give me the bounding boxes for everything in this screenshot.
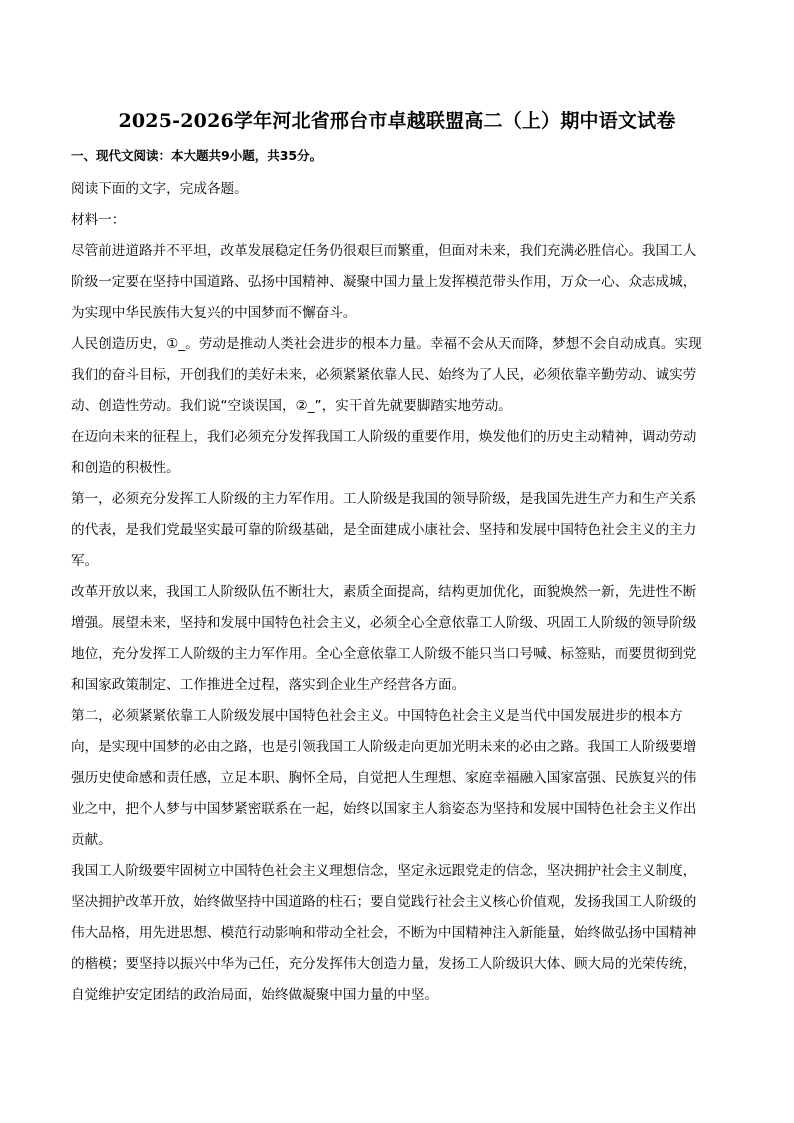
paragraph-line: 的代表，是我们党最坚实最可靠的阶级基础，是全面建成小康社会、坚持和发展中国特色社会主义的主力 [71, 522, 697, 538]
paragraph-line: 和创造的积极性。 [71, 460, 180, 476]
passage-paragraph [71, 422, 723, 484]
paragraph-line: 军。 [71, 553, 99, 569]
paragraph-line: 阶级一定要在坚持中国道路、弘扬中国精神、凝聚中国力量上发挥模范带头作用，万众一心、众志成城， [71, 274, 697, 290]
exam-title: 2025-2026学年河北省邢台市卓越联盟高二（上）期中语文试卷 [118, 110, 676, 132]
paragraph-line: 第一，必须充分发挥工人阶级的主力军作用。工人阶级是我国的领导阶级，是我国先进生产力和生产关系 [71, 491, 697, 507]
paragraph-line: 伟大品格，用先进思想、模范行动影响和带动全社会，不断为中国精神注入新能量，始终做弘扬中国精神 [71, 925, 697, 941]
paragraph-line: 尽管前进道路并不平坦，改革发展稳定任务仍很艰巨而繁重，但面对未来，我们充满必胜信心。我国工人 [71, 243, 697, 259]
paragraph-line: 地位，充分发挥工人阶级的主力军作用。全心全意依靠工人阶级不能只当口号喊、标签贴，而要贯彻到党 [71, 646, 697, 662]
passage-paragraph [71, 701, 723, 856]
section-header: 一、现代文阅读：本大题共9小题，共35分。 [71, 148, 323, 163]
reading-instruction: 阅读下面的文字，完成各题。 [71, 181, 248, 197]
passage-paragraph [71, 236, 723, 329]
paragraph-line: 为实现中华民族伟大复兴的中国梦而不懈奋斗。 [71, 305, 357, 321]
paragraph-line: 第二，必须紧紧依靠工人阶级发展中国特色社会主义。中国特色社会主义是当代中国发展进步的根本方 [71, 708, 683, 724]
paragraph-line: 自觉维护安定团结的政治局面，始终做凝聚中国力量的中坚。 [71, 987, 439, 1003]
paragraph-line: 动、创造性劳动。我们说“空谈误国，②_”，实干首先就要脚踏实地劳动。 [71, 398, 512, 414]
material-label: 材料一： [71, 212, 126, 228]
paragraph-line: 业之中，把个人梦与中国梦紧密联系在一起，始终以国家主人翁姿态为坚持和发展中国特色社会主义作出 [71, 801, 697, 817]
passage-paragraph [71, 577, 723, 701]
paragraph-line: 向，是实现中国梦的必由之路，也是引领我国工人阶级走向更加光明未来的必由之路。我国工人阶级要增 [71, 739, 697, 755]
paragraph-line: 贡献。 [71, 832, 112, 848]
passage-paragraph [71, 856, 723, 1011]
paragraph-line: 坚决拥护改革开放，始终做坚持中国道路的柱石；要自觉践行社会主义核心价值观，发扬我国工人阶级的 [71, 894, 697, 910]
paragraph-line: 的楷模；要坚持以振兴中华为己任，充分发挥伟大创造力量，发扬工人阶级识大体、顾大局的光荣传统， [71, 956, 697, 972]
paragraph-line: 我们的奋斗目标，开创我们的美好未来，必须紧紧依靠人民、始终为了人民，必须依靠辛勤劳动、诚实劳 [71, 367, 697, 383]
paragraph-line: 强历史使命感和责任感，立足本职、胸怀全局，自觉把人生理想、家庭幸福融入国家富强、民族复兴的伟 [71, 770, 697, 786]
passage-body [71, 236, 723, 1011]
paragraph-line: 和国家政策制定、工作推进全过程，落实到企业生产经营各方面。 [71, 677, 466, 693]
paragraph-line: 我国工人阶级要牢固树立中国特色社会主义理想信念，坚定永远跟党走的信念，坚决拥护社会主义制度， [71, 863, 697, 879]
paragraph-line: 在迈向未来的征程上，我们必须充分发挥我国工人阶级的重要作用，焕发他们的历史主动精神，调动劳动 [71, 429, 697, 445]
paragraph-line: 改革开放以来，我国工人阶级队伍不断壮大，素质全面提高，结构更加优化，面貌焕然一新，先进性不断 [71, 584, 697, 600]
paragraph-line: 增强。展望未来，坚持和发展中国特色社会主义，必须全心全意依靠工人阶级、巩固工人阶级的领导阶级 [71, 615, 697, 631]
paragraph-line: 人民创造历史，①_。劳动是推动人类社会进步的根本力量。幸福不会从天而降，梦想不会自动成真。实现 [71, 336, 702, 352]
passage-paragraph [71, 329, 723, 422]
passage-paragraph [71, 484, 723, 577]
